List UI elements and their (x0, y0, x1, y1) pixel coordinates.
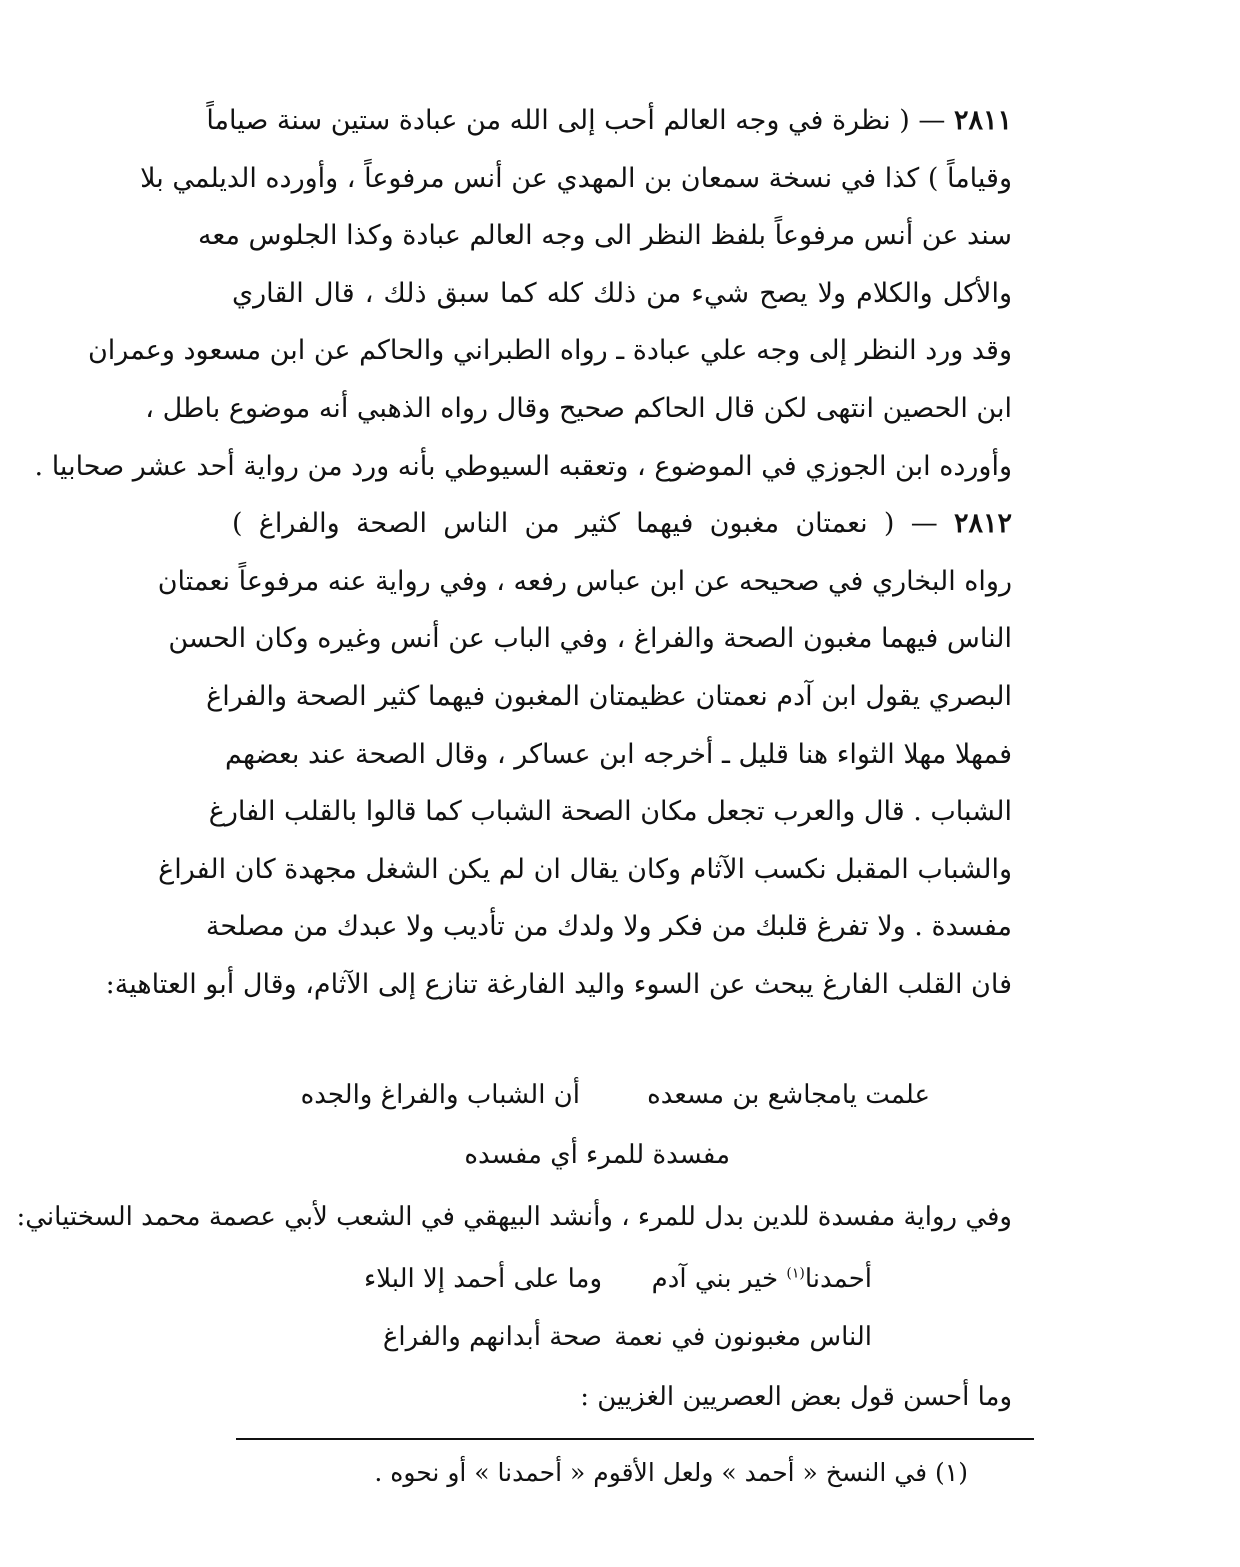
main-text (34, 92, 1012, 1014)
closing-line: وما أحسن قول بعض العصريين الغزيين : (580, 1382, 1012, 1412)
verse-2-row-1-right (652, 1264, 872, 1294)
verse-1-row-2 (464, 1140, 730, 1170)
narration-line: وفي رواية مفسدة للدين بدل للمرء ، وأنشد البيهقي في الشعب لأبي عصمة محمد السختياني: (16, 1202, 1012, 1232)
verse-2-row-2-left-hemistich: صحة أبدانهم والفراغ (382, 1322, 602, 1352)
entry-2812-line-3: الناس فيهما مغبون الصحة والفراغ ، وفي الباب عن أنس وغيره وكان الحسن (168, 623, 1012, 655)
verse-2-row-2-left (383, 1322, 602, 1352)
entry-2811-line-2: وقياماً ) كذا في نسخة سمعان بن المهدي عن أنس مرفوعاً ، وأورده الديلمي بلا (140, 162, 1012, 194)
entry-2811-line-3: سند عن أنس مرفوعاً بلفظ النظر الى وجه العالم عبادة وكذا الجلوس معه (197, 220, 1012, 252)
verse-2-ahmadna: أحمدنا (804, 1264, 872, 1294)
entry-2812-line-2: رواه البخاري في صحيحه عن ابن عباس رفعه ، وفي رواية عنه مرفوعاً نعمتان (157, 565, 1012, 597)
entry-2812-line-8: مفسدة . ولا تفرغ قلبك من فكر ولا ولدك من تأديب ولا عبدك من مصلحة (205, 911, 1012, 943)
verse-2-row-1-right-rest: خير بني آدم (651, 1264, 779, 1294)
footnote-divider (236, 1438, 1034, 1440)
entry-2812-line-6: الشباب . قال والعرب تجعل مكان الصحة الشباب كما قالوا بالقلب الفارغ (208, 796, 1012, 828)
entry-2811-line-5: وقد ورد النظر إلى وجه علي عبادة ـ رواه الطبراني والحاكم عن ابن مسعود وعمران (87, 335, 1012, 367)
footnote-ref-1: (١) (786, 1265, 805, 1282)
verse-2-row-1-left (364, 1264, 602, 1294)
entry-2811-line-1: ٢٨١١ — ( نظرة في وجه العالم أحب إلى الله من عبادة ستين سنة صياماً (206, 105, 1012, 136)
verse-1-left-hemistich: أن الشباب والفراغ والجده (300, 1080, 580, 1110)
entry-2812-line-9: فان القلب الفارغ يبحث عن السوء واليد الفارغة تنازع إلى الآثام، وقال أبو العتاهية: (105, 968, 1012, 1000)
verse-2-row-2-right (614, 1322, 872, 1352)
entry-number-2812: ٢٨١٢ (953, 508, 1012, 540)
entry-2811-line-6: ابن الحصين انتهى لكن قال الحاكم صحيح وقال رواه الذهبي أنه موضوع باطل ، (145, 392, 1012, 424)
verse-1-row-1 (647, 1080, 930, 1110)
entry-number-2811: ٢٨١١ (953, 105, 1012, 136)
verse-2-row-2-right-hemistich: الناس مغبونون في نعمة (614, 1322, 872, 1352)
entry-2812-line-7: والشباب المقبل نكسب الآثام وكان يقال ان لم يكن الشغل مجهدة كان الفراغ (158, 853, 1012, 885)
entry-2811-line-4: والأكل والكلام ولا يصح شيء من ذلك كله كما سبق ذلك ، قال القاري (232, 277, 1012, 309)
verse-1-row-1-left (301, 1080, 580, 1110)
entry-2811-line-7: وأورده ابن الجوزي في الموضوع ، وتعقبه السيوطي بأنه ورد من رواية أحد عشر صحابيا . (34, 450, 1012, 482)
verse-1-centered-hemistich: مفسدة للمرء أي مفسده (464, 1140, 730, 1170)
entry-2812-line-5: فمهلا مهلا الثواء هنا قليل ـ أخرجه ابن عساكر ، وقال الصحة عند بعضهم (225, 738, 1012, 770)
entry-2812-line-4: البصري يقول ابن آدم نعمتان عظيمتان المغبون فيهما كثير الصحة والفراغ (206, 680, 1012, 712)
entry-2812-line-1: ٢٨١٢ — ( نعمتان مغبون فيهما كثير من الناس الصحة والفراغ ) (232, 508, 1012, 540)
verse-2-row-1-left-hemistich: وما على أحمد إلا البلاء (363, 1264, 602, 1294)
footnote: (١) في النسخ « أحمد » ولعل الأقوم « أحمدنا » أو نحوه . (374, 1458, 968, 1487)
verse-1-right-hemistich: علمت يامجاشع بن مسعده (647, 1080, 930, 1110)
